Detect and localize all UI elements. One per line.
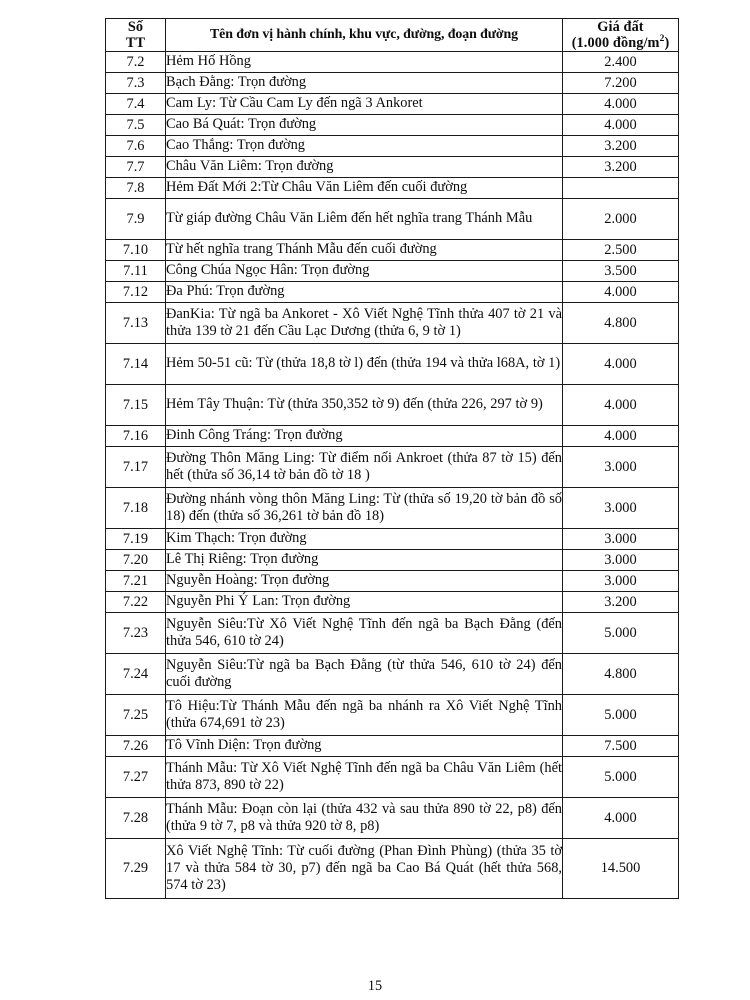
table-row [106, 592, 679, 613]
cell-stt: 7.29 [106, 839, 166, 899]
cell-stt: 7.27 [106, 757, 166, 798]
column-header-price-unit-exponent: 2 [659, 34, 665, 45]
cell-price: 3.000 [563, 571, 679, 592]
column-header-stt [106, 19, 166, 52]
cell-stt: 7.26 [106, 736, 166, 757]
cell-price: 3.000 [563, 529, 679, 550]
table-row [106, 73, 679, 94]
cell-stt: 7.16 [106, 426, 166, 447]
cell-price: 3.200 [563, 136, 679, 157]
cell-stt: 7.4 [106, 94, 166, 115]
cell-price: 4.800 [563, 303, 679, 344]
table-row [106, 839, 679, 899]
cell-stt: 7.5 [106, 115, 166, 136]
cell-name: Nguyễn Hoàng: Trọn đường [166, 571, 563, 592]
cell-price: 7.200 [563, 73, 679, 94]
cell-price: 3.000 [563, 550, 679, 571]
table-row [106, 52, 679, 73]
cell-price: 4.000 [563, 115, 679, 136]
cell-name: Cam Ly: Từ Cầu Cam Ly đến ngã 3 Ankoret [166, 94, 563, 115]
cell-price: 14.500 [563, 839, 679, 899]
cell-price: 3.200 [563, 592, 679, 613]
cell-price: 4.000 [563, 344, 679, 385]
cell-name: Cao Thắng: Trọn đường [166, 136, 563, 157]
cell-stt: 7.10 [106, 240, 166, 261]
cell-price: 5.000 [563, 613, 679, 654]
cell-stt: 7.24 [106, 654, 166, 695]
cell-name: Đường Thôn Măng Ling: Từ điểm nối Ankroet (thửa 87 tờ 15) đến hết (thửa số 36,14 tờ bản đồ tờ 18 ) [166, 447, 563, 488]
cell-name: Nguyễn Siêu:Từ ngã ba Bạch Đằng (từ thửa 546, 610 tờ 24) đến cuối đường [166, 654, 563, 695]
cell-price: 3.500 [563, 261, 679, 282]
table-row [106, 798, 679, 839]
cell-price: 4.000 [563, 798, 679, 839]
table-body [106, 52, 679, 899]
cell-name: Hẻm Hố Hồng [166, 52, 563, 73]
cell-name: Hẻm 50-51 cũ: Từ (thửa 18,8 tờ l) đến (thửa 194 và thửa l68A, tờ 1) [166, 344, 563, 385]
cell-name: Hẻm Tây Thuận: Từ (thửa 350,352 tờ 9) đến (thửa 226, 297 tờ 9) [166, 385, 563, 426]
cell-stt: 7.9 [106, 199, 166, 240]
table-row [106, 757, 679, 798]
table-row [106, 426, 679, 447]
column-header-price-unit-suffix: ) [664, 35, 670, 51]
table-row [106, 571, 679, 592]
cell-name: Đường nhánh vòng thôn Măng Ling: Từ (thửa số 19,20 tờ bản đồ số 18) đến (thửa số 36,261 tờ bản đồ 18) [166, 488, 563, 529]
cell-name: Kim Thạch: Trọn đường [166, 529, 563, 550]
cell-name: Hẻm Đất Mới 2:Từ Châu Văn Liêm đến cuối đường [166, 178, 563, 199]
column-header-price [563, 19, 679, 52]
cell-name: Nguyễn Siêu:Từ Xô Viết Nghệ Tĩnh đến ngã ba Bạch Đằng (đến thửa 546, 610 tờ 24) [166, 613, 563, 654]
table-row [106, 199, 679, 240]
cell-stt: 7.8 [106, 178, 166, 199]
cell-name: Nguyễn Phi Ý Lan: Trọn đường [166, 592, 563, 613]
cell-name: Tô Hiệu:Từ Thánh Mẫu đến ngã ba nhánh ra Xô Viết Nghệ Tĩnh (thửa 674,691 tờ 23) [166, 695, 563, 736]
cell-name: Cao Bá Quát: Trọn đường [166, 115, 563, 136]
cell-stt: 7.11 [106, 261, 166, 282]
cell-price [563, 178, 679, 199]
cell-stt: 7.19 [106, 529, 166, 550]
cell-name: Từ hết nghĩa trang Thánh Mẫu đến cuối đường [166, 240, 563, 261]
cell-stt: 7.22 [106, 592, 166, 613]
table-row [106, 654, 679, 695]
cell-price: 4.000 [563, 282, 679, 303]
cell-price: 3.000 [563, 488, 679, 529]
cell-price: 5.000 [563, 695, 679, 736]
table-row [106, 344, 679, 385]
cell-stt: 7.7 [106, 157, 166, 178]
cell-stt: 7.21 [106, 571, 166, 592]
page-number: 15 [367, 978, 383, 994]
table-row [106, 736, 679, 757]
cell-stt: 7.28 [106, 798, 166, 839]
column-header-name: Tên đơn vị hành chính, khu vực, đường, đoạn đường [166, 19, 563, 52]
table-row [106, 157, 679, 178]
column-header-stt-line1: Số [127, 19, 144, 35]
table-row [106, 550, 679, 571]
cell-stt: 7.25 [106, 695, 166, 736]
cell-stt: 7.13 [106, 303, 166, 344]
cell-price: 4.800 [563, 654, 679, 695]
column-header-price-unit-prefix: (1.000 đồng/m [571, 35, 660, 51]
cell-price: 5.000 [563, 757, 679, 798]
table-row [106, 115, 679, 136]
cell-price: 3.200 [563, 157, 679, 178]
cell-price: 2.500 [563, 240, 679, 261]
column-header-stt-line2: TT [125, 35, 146, 51]
cell-stt: 7.3 [106, 73, 166, 94]
table-row [106, 94, 679, 115]
cell-price: 2.400 [563, 52, 679, 73]
cell-stt: 7.15 [106, 385, 166, 426]
table-row [106, 178, 679, 199]
cell-price: 4.000 [563, 426, 679, 447]
cell-stt: 7.6 [106, 136, 166, 157]
cell-name: Thánh Mẫu: Đoạn còn lại (thửa 432 và sau thửa 890 tờ 22, p8) đến (thửa 9 tờ 7, p8 và thửa 920 tờ 8, p8) [166, 798, 563, 839]
cell-stt: 7.18 [106, 488, 166, 529]
land-price-table [105, 18, 679, 899]
cell-name: Đa Phú: Trọn đường [166, 282, 563, 303]
cell-name: Bạch Đằng: Trọn đường [166, 73, 563, 94]
cell-name: Tô Vĩnh Diện: Trọn đường [166, 736, 563, 757]
table-header [106, 19, 679, 52]
cell-price: 3.000 [563, 447, 679, 488]
cell-name: Đinh Công Tráng: Trọn đường [166, 426, 563, 447]
cell-name: Xô Viết Nghệ Tĩnh: Từ cuối đường (Phan Đình Phùng) (thửa 35 tờ 17 và thửa 584 tờ 30, p7) đến ngã ba Cao Bá Quát (hết thửa 568, 574 tờ 23) [166, 839, 563, 899]
table-row [106, 240, 679, 261]
table-row [106, 447, 679, 488]
cell-price: 4.000 [563, 94, 679, 115]
table-row [106, 488, 679, 529]
table-row [106, 303, 679, 344]
table-row [106, 282, 679, 303]
cell-price: 7.500 [563, 736, 679, 757]
table-row [106, 529, 679, 550]
cell-stt: 7.12 [106, 282, 166, 303]
cell-stt: 7.17 [106, 447, 166, 488]
table-header-row [106, 19, 679, 52]
cell-stt: 7.2 [106, 52, 166, 73]
cell-name: Thánh Mẫu: Từ Xô Viết Nghệ Tĩnh đến ngã ba Châu Văn Liêm (hết thửa 873, 890 tờ 22) [166, 757, 563, 798]
column-header-price-line1: Giá đất [597, 19, 644, 35]
cell-stt: 7.23 [106, 613, 166, 654]
cell-name: Từ giáp đường Châu Văn Liêm đến hết nghĩa trang Thánh Mẫu [166, 199, 563, 240]
cell-name: Công Chúa Ngọc Hân: Trọn đường [166, 261, 563, 282]
table-row [106, 695, 679, 736]
table-row [106, 136, 679, 157]
table-row [106, 385, 679, 426]
table-row [106, 261, 679, 282]
cell-price: 4.000 [563, 385, 679, 426]
cell-name: Châu Văn Liêm: Trọn đường [166, 157, 563, 178]
cell-name: Lê Thị Riêng: Trọn đường [166, 550, 563, 571]
cell-stt: 7.20 [106, 550, 166, 571]
table-row [106, 613, 679, 654]
cell-stt: 7.14 [106, 344, 166, 385]
cell-name: ĐanKia: Từ ngã ba Ankoret - Xô Viết Nghệ Tĩnh thửa 407 tờ 21 và thửa 139 tờ 21 đến Cầu Lạc Dương (thửa 6, 9 tờ 1) [166, 303, 563, 344]
cell-price: 2.000 [563, 199, 679, 240]
land-price-table-container [105, 18, 678, 899]
